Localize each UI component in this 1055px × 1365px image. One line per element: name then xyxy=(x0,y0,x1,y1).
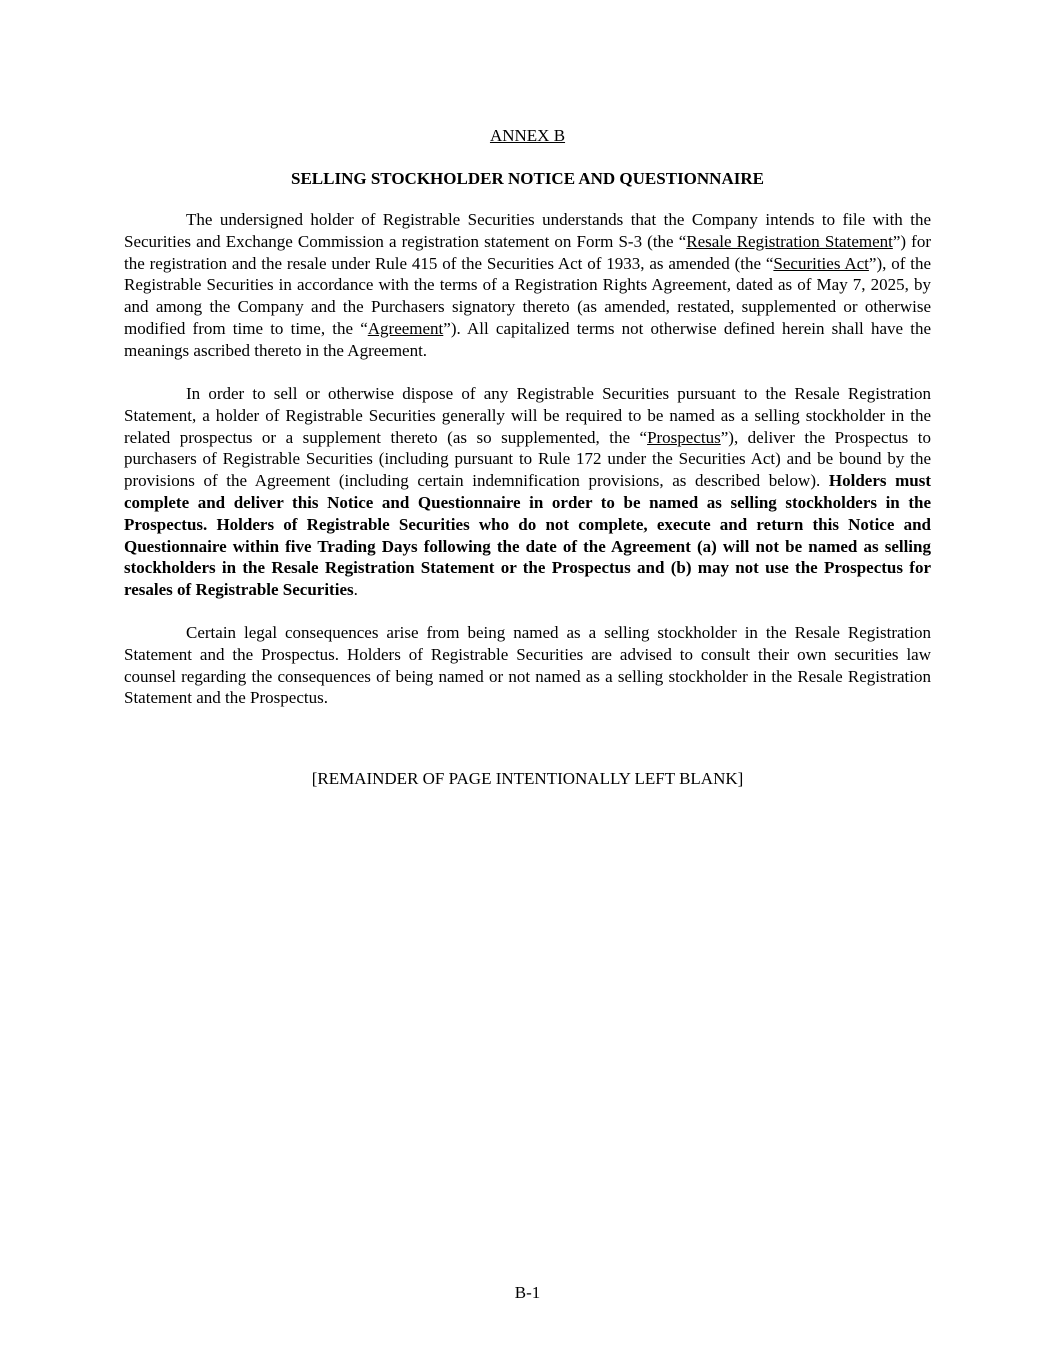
paragraph-intro-text-d: ”). All capitalized terms not otherwise defined herein shall have the meanings ascribed thereto in the Agreement. xyxy=(124,318,931,360)
paragraph-requirements-text-end: . xyxy=(353,580,358,600)
defined-term-prospectus: Prospectus xyxy=(647,427,721,447)
paragraph-intro-text-a: The undersigned holder of Registrable Securities understands that the Company intends to file with the Securities and Exchange Commission a registration statement on Form S-3 (the “ xyxy=(124,210,931,251)
paragraph-requirements-text-a: In order to sell or otherwise dispose of any Registrable Securities pursuant to the Resale Registration Statement, a holder of Registrable Securities generally will be required to be named as a selling stockholder in the related prospectus or a supplement thereto (as so supplemented, the “ xyxy=(124,384,931,447)
document-heading: SELLING STOCKHOLDER NOTICE AND QUESTIONNAIRE xyxy=(291,169,764,188)
paragraph-intro-text-b: ”) for the registration and the resale under Rule 415 of the Securities Act of 1933, as amended (the “ xyxy=(124,231,931,273)
defined-term-agreement: Agreement xyxy=(367,318,444,338)
paragraph-intro xyxy=(124,209,931,362)
page-number: B-1 xyxy=(514,1283,541,1302)
defined-term-resale-registration-statement: Resale Registration Statement xyxy=(686,231,893,251)
paragraph-requirements xyxy=(124,383,931,601)
remainder-blank-notice: [REMAINDER OF PAGE INTENTIONALLY LEFT BLANK] xyxy=(311,769,744,788)
paragraph-intro-text-c: ”), of the Registrable Securities in accordance with the terms of a Registration Rights Agreement, dated as of May 7, 2025, by and among the Company and the Purchasers signatory thereto (as amended, restated, supplemented or otherwise modified from time to time, the “ xyxy=(124,253,931,338)
paragraph-requirements-text-b: ”), deliver the Prospectus to purchasers of Registrable Securities (including pursuant to Rule 172 under the Securities Act) and be bound by the provisions of the Agreement (including certain indemnification provisions, as described below). xyxy=(124,427,932,491)
paragraph-requirements-bold-warning: Holders must complete and deliver this Notice and Questionnaire in order to be named as selling stockholders in the Prospectus. Holders of Registrable Securities who do not complete, execute and return this Notice and Questionnaire within five Trading Days following the date of the Agreement (a) will not be named as selling stockholders in the Resale Registration Statement or the Prospectus and (b) may not use the Prospectus for resales of Registrable Securities xyxy=(124,471,932,600)
defined-term-securities-act: Securities Act xyxy=(773,253,869,273)
annex-title: ANNEX B xyxy=(489,126,566,145)
paragraph-legal-consequences: Certain legal consequences arise from being named as a selling stockholder in the Resale Registration Statement and the Prospectus. Holders of Registrable Securities are advised to consult their own securities law counsel regarding the consequences of being named or not named as a selling stockholder in the Resale Registration Statement and the Prospectus. xyxy=(124,623,931,708)
